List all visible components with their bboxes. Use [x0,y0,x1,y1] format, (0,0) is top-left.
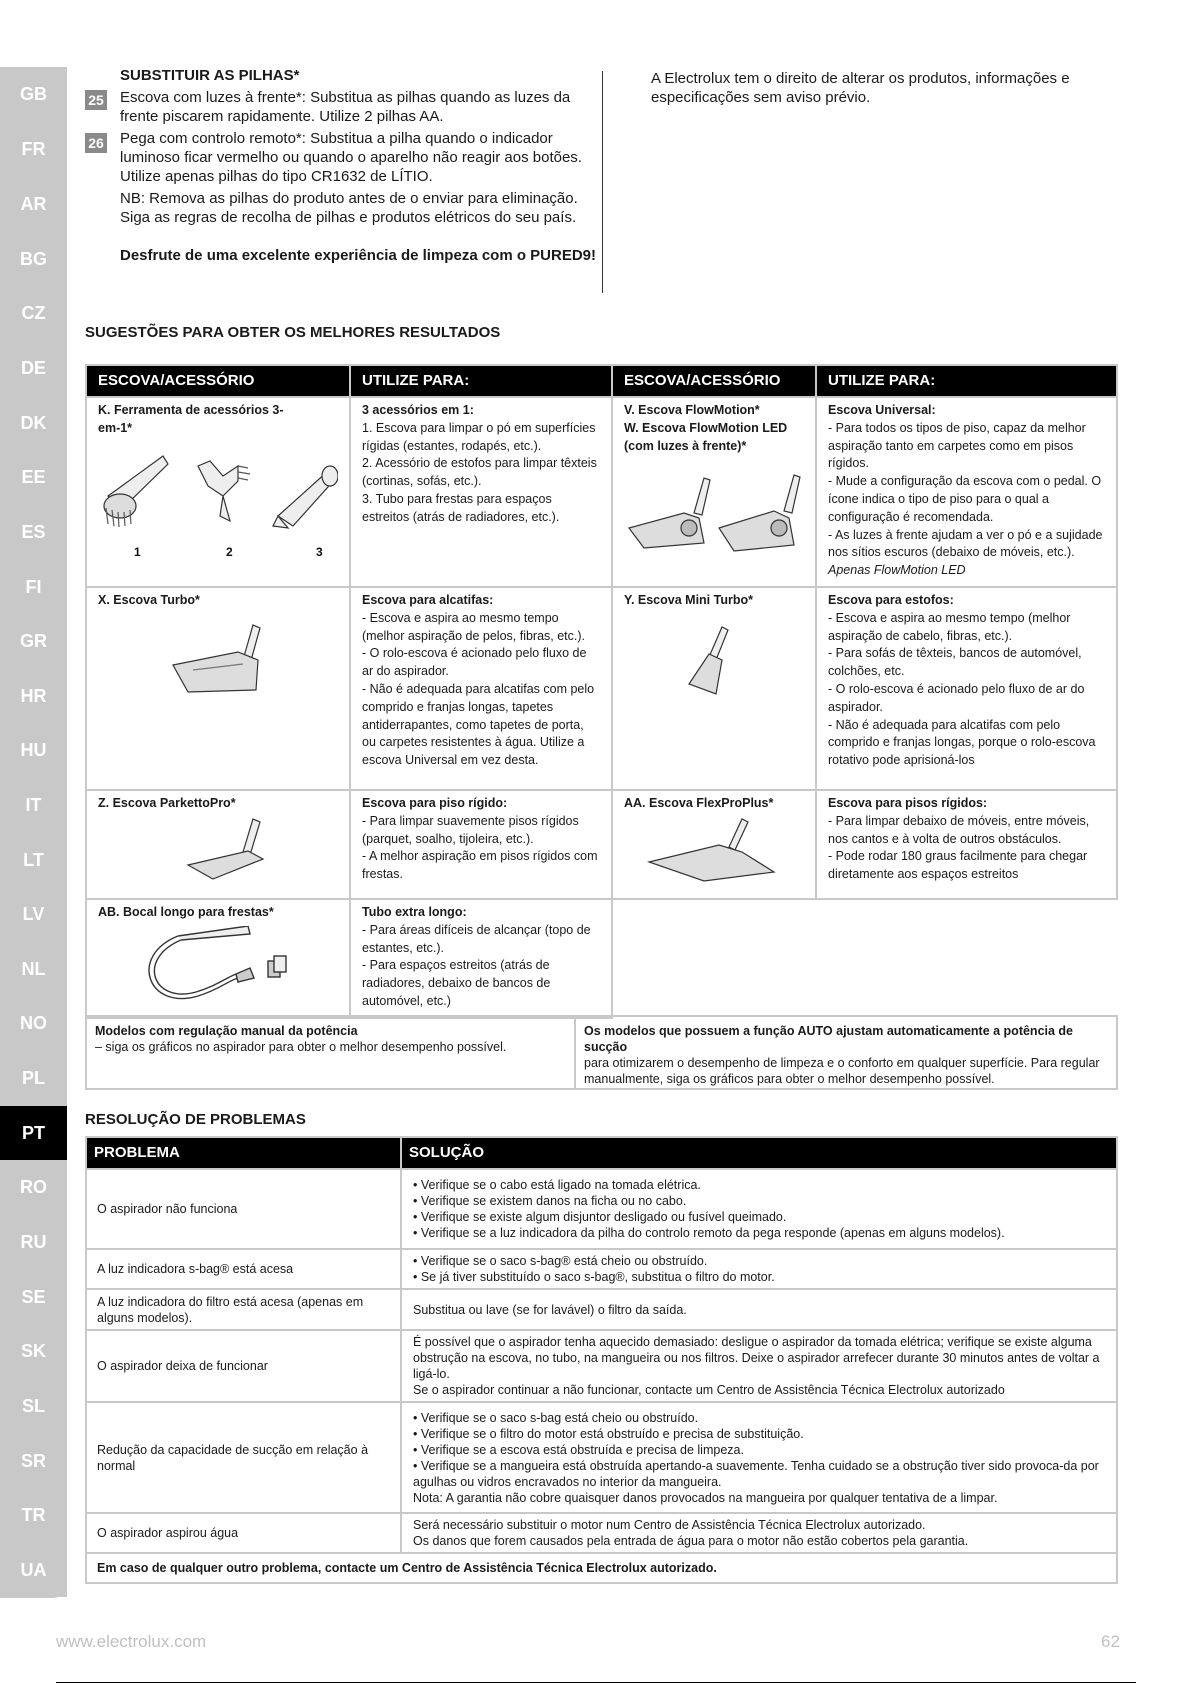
y-use-line: - Para sofás de têxteis, bancos de automóvel, colchões, etc. [828,646,1082,679]
language-tab-lt[interactable]: LT [0,833,67,887]
x-turbo-illustration [98,620,338,700]
k-cell [86,397,350,587]
language-tab-ee[interactable]: EE [0,450,67,504]
language-tab-cz[interactable]: CZ [0,286,67,340]
table-row [86,899,1117,1018]
k-tool-illustration [98,446,338,566]
language-tab-fi[interactable]: FI [0,560,67,614]
problem-cell: A luz indicadora do filtro está acesa (apenas em alguns modelos). [86,1289,401,1330]
y-name: Y. Escova Mini Turbo* [624,592,753,607]
language-tab-ua[interactable]: UA [0,1543,67,1597]
header-use-2: UTILIZE PARA: [816,365,1117,397]
language-tab-sr[interactable]: SR [0,1434,67,1488]
page-number: 62 [1101,1632,1120,1651]
language-tab-ru[interactable]: RU [0,1215,67,1269]
aa-name: AA. Escova FlexProPlus* [624,795,774,810]
language-tab-bg[interactable]: BG [0,232,67,286]
solution-line: • Verifique se o filtro do motor está obstruído e precisa de substituição. [413,1426,804,1441]
language-tab-de[interactable]: DE [0,341,67,395]
ab-crevice-illustration [98,926,338,1002]
tips-header-row [86,365,1117,397]
language-tab-sl[interactable]: SL [0,1379,67,1433]
solution-cell [401,1513,1117,1553]
troubleshooting-footer: Em caso de qualquer outro problema, contacte um Centro de Assistência Técnica Electrolux autorizado. [86,1553,1117,1583]
header-accessory-1: ESCOVA/ACESSÓRIO [86,365,350,397]
solution-line: Os danos que forem causados pela entrada de água para o motor não estão cobertos pela garantia. [413,1534,969,1548]
troubleshooting-table [85,1136,1118,1584]
problem-cell: Redução da capacidade de sucção em relação à normal [86,1402,401,1513]
language-tab-gb[interactable]: GB [0,67,67,121]
solution-cell [401,1169,1117,1249]
language-tab-sk[interactable]: SK [0,1324,67,1378]
z-parketto-illustration [98,817,338,885]
solution-line: • Verifique se o cabo está ligado na tomada elétrica. [413,1178,701,1192]
solution-line: • Verifique se o saco s-bag® está cheio ou obstruído. [413,1254,708,1268]
k-name: K. Ferramenta de acessórios 3-em-1* [98,403,284,435]
k-label-1: 1 [134,544,141,559]
battery-note: NB: Remova as pilhas do produto antes de o enviar para eliminação. Siga as regras de recolha de pilhas e produtos elétricos do seu país. [120,190,578,226]
language-tab-gr[interactable]: GR [0,614,67,668]
language-tab-lv[interactable]: LV [0,887,67,941]
language-tab-hr[interactable]: HR [0,669,67,723]
ab-use-line: - Para espaços estreitos (atrás de radiadores, debaixo de bancos de automóvel, etc.) [362,958,551,1008]
language-tab-es[interactable]: ES [0,505,67,559]
batteries-title: SUBSTITUIR AS PILHAS* [120,67,300,84]
manual-power-text: – siga os gráficos no aspirador para obter o melhor desempenho possível. [95,1040,507,1054]
language-tab-no[interactable]: NO [0,996,67,1050]
table-row [86,1249,1117,1289]
vw-brush-illustration [624,473,804,553]
column-divider [602,71,603,293]
problem-cell: O aspirador aspirou água [86,1513,401,1553]
vw-use-line: - Mude a configuração da escova com o pedal. O ícone indica o tipo de piso para o qual a configuração é recomendada. [828,474,1102,524]
ab-use-title: Tubo extra longo: [362,904,467,919]
item-25-badge: 25 [85,90,107,110]
z-name: Z. Escova ParkettoPro* [98,795,236,810]
solution-cell [401,1402,1117,1513]
troubleshooting-title: RESOLUÇÃO DE PROBLEMAS [85,1111,306,1128]
item-26-badge: 26 [85,133,107,153]
problem-cell: O aspirador não funciona [86,1169,401,1249]
language-tab-ro[interactable]: RO [0,1160,67,1214]
troubleshooting-header-row [86,1137,1117,1169]
k-use-line: 1. Escova para limpar o pó em superfícies rígidas (estantes, rodapés, etc.). [362,420,596,453]
y-cell [612,587,816,790]
empty-cell [612,899,816,1018]
auto-power-title: Os modelos que possuem a função AUTO ajustam automaticamente a potência de sucção [584,1024,1074,1054]
empty-cell [816,899,1117,1018]
solution-line: • Verifique se existem danos na ficha ou no cabo. [413,1194,687,1208]
header-problem: PROBLEMA [86,1137,401,1169]
table-row [86,1289,1117,1330]
x-cell [86,587,350,790]
vw-use-cell [816,397,1117,587]
aa-cell [612,790,816,899]
ab-use-line: - Para áreas difíceis de alcançar (topo de estantes, etc.). [362,922,591,955]
solution-line: • Verifique se o saco s-bag está cheio ou obstruído. [413,1410,699,1425]
y-use-line: - Não é adequada para alcatifas com pelo comprido e franjas longas, porque o rolo-escova rotativo pode aprisioná-los [828,717,1096,768]
x-use-line: - Escova e aspira ao mesmo tempo (melhor aspiração de pelos, fibras, etc.). [362,610,586,643]
table-row [86,1513,1117,1553]
z-use-cell [350,790,612,899]
auto-power-note [576,1017,1116,1088]
table-row [86,1330,1117,1402]
language-tab-dk[interactable]: DK [0,396,67,450]
language-tab-nl[interactable]: NL [0,942,67,996]
table-row [86,1553,1117,1583]
aa-use-cell [816,790,1117,899]
ab-use-cell [350,899,612,1018]
header-use-1: UTILIZE PARA: [350,365,612,397]
aa-flexpro-illustration [624,817,804,885]
batteries-section [120,66,600,265]
auto-power-text: para otimizarem o desempenho de limpeza e o conforto em qualquer superfície. Para regular manualmente, siga os gráficos para obter o melhor desempenho possível. [584,1056,1100,1086]
language-tab-hu[interactable]: HU [0,723,67,777]
z-use-title: Escova para piso rígido: [362,795,508,810]
manual-power-note [87,1017,576,1088]
solution-line: • Se já tiver substituído o saco s-bag®, substitua o filtro do motor. [413,1270,775,1284]
problem-cell: A luz indicadora s-bag® está acesa [86,1249,401,1289]
y-use-line: - O rolo-escova é acionado pelo fluxo de ar do aspirador. [828,681,1085,714]
bottom-rule [56,1682,1136,1683]
solution-cell [401,1289,1117,1330]
solution-line: Substitua ou lave (se for lavável) o filtro da saída. [413,1302,687,1317]
solution-line: • Verifique se existe algum disjuntor desligado ou fusível queimado. [413,1210,787,1224]
solution-line: Se o aspirador continuar a não funcionar, contacte um Centro de Assistência Técnica Electrolux autorizado [413,1383,1005,1397]
language-tab-se[interactable]: SE [0,1270,67,1324]
item-25-text: Escova com luzes à frente*: Substitua as pilhas quando as luzes da frente piscarem rapidamente. Utilize 2 pilhas AA. [120,89,571,125]
k-use-line: 2. Acessório de estofos para limpar têxteis (cortinas, sofás, etc.). [362,456,597,489]
solution-line: Nota: A garantia não cobre quaisquer danos provocados na mangueira por qualquer tentativa de a limpar. [413,1490,998,1505]
solution-line: É possível que o aspirador tenha aquecido demasiado: desligue o aspirador da tomada elétrica; verifique se existe alguma obstrução na escova, no tubo, na mangueira ou nos filtros. Deixe o aspirador arrefecer durante 30 minutos antes de voltar a ligá-lo. [413,1335,1100,1381]
vw-use-italic: Apenas FlowMotion LED [828,563,966,578]
table-row [86,1169,1117,1249]
x-use-title: Escova para alcatifas: [362,592,494,607]
language-tab-tr[interactable]: TR [0,1488,67,1542]
k-use-title: 3 acessórios em 1: [362,403,474,417]
header-solution: SOLUÇÃO [401,1137,1117,1169]
manual-power-title: Modelos com regulação manual da potência [95,1024,358,1038]
language-tab-pl[interactable]: PL [0,1051,67,1105]
z-use-line: - A melhor aspiração em pisos rígidos com frestas. [362,849,598,882]
k-use-cell [350,397,612,587]
tips-table [85,364,1118,1019]
y-use-line: - Escova e aspira ao mesmo tempo (melhor aspiração de cabelo, fibras, etc.). [828,610,1071,643]
table-row [86,397,1117,587]
aa-use-title: Escova para pisos rígidos: [828,795,988,810]
solution-line: • Verifique se a luz indicadora da pilha do controlo remoto da pega responde (apenas em alguns modelos). [413,1226,1005,1240]
y-use-cell [816,587,1117,790]
item-26-text: Pega com controlo remoto*: Substitua a pilha quando o indicador luminoso ficar vermelho ou quando o aparelho não reagir aos botões. Utilize apenas pilhas do tipo CR1632 de LÍTIO. [120,130,582,185]
vw-use-title: Escova Universal: [828,403,936,417]
z-cell [86,790,350,899]
v-name: V. Escova FlowMotion* [624,403,760,417]
solution-cell [401,1330,1117,1402]
solution-line: • Verifique se a mangueira está obstruída apertando-a suavemente. Tenha cuidado se a obstrução tiver sido provoca-da por agulhas ou vidros encravados no interior da mangueira. [413,1458,1099,1489]
table-row [86,587,1117,790]
header-accessory-2: ESCOVA/ACESSÓRIO [612,365,816,397]
power-regulation-box [85,1015,1118,1090]
vw-use-line: - Para todos os tipos de piso, capaz da melhor aspiração tanto em carpetes como em pisos rígidos. [828,420,1086,471]
solution-cell [401,1249,1117,1289]
solution-line: • Verifique se a escova está obstruída e precisa de limpeza. [413,1442,744,1457]
solution-line: Será necessário substituir o motor num Centro de Assistência Técnica Electrolux autorizado. [413,1518,926,1532]
z-use-line: - Para limpar suavemente pisos rígidos (parquet, soalho, tijoleira, etc.). [362,813,579,846]
aa-use-line: - Pode rodar 180 graus facilmente para chegar diretamente aos espaços estreitos [828,849,1088,882]
x-name: X. Escova Turbo* [98,592,200,607]
disclaimer: A Electrolux tem o direito de alterar os produtos, informações e especificações sem aviso prévio. [651,70,1070,106]
language-tab-ar[interactable]: AR [0,177,67,231]
language-tab-it[interactable]: IT [0,778,67,832]
y-mini-turbo-illustration [624,622,804,702]
problem-cell: O aspirador deixa de funcionar [86,1330,401,1402]
table-row [86,790,1117,899]
footer-url[interactable]: www.electrolux.com [56,1632,207,1651]
ab-cell [86,899,350,1018]
w-name: W. Escova FlowMotion LED (com luzes à frente)* [624,420,788,453]
k-use-line: 3. Tubo para frestas para espaços estreitos (atrás de radiadores, etc.). [362,491,560,524]
k-label-3: 3 [316,544,323,559]
table-row [86,1402,1117,1513]
enjoy-text: Desfrute de uma excelente experiência de limpeza com o PURED9! [120,247,597,264]
k-label-2: 2 [226,544,233,559]
language-tab-fr[interactable]: FR [0,122,67,176]
x-use-cell [350,587,612,790]
y-use-title: Escova para estofos: [828,592,954,607]
tips-title: SUGESTÕES PARA OBTER OS MELHORES RESULTADOS [85,324,501,341]
x-use-line: - O rolo-escova é acionado pelo fluxo de ar do aspirador. [362,646,587,679]
aa-use-line: - Para limpar debaixo de móveis, entre móveis, nos cantos e à volta de outros obstáculos. [828,813,1090,846]
vw-use-line: - As luzes à frente ajudam a ver o pó e a sujidade nos sítios escuros (debaixo de móveis, etc.). [828,527,1103,560]
x-use-line: - Não é adequada para alcatifas com pelo comprido e franjas longas, tapetes antiderrapantes, como tapetes de porta, ou carpetes resistentes à água. Utilize a escova Universal em vez desta. [362,681,595,768]
ab-name: AB. Bocal longo para frestas* [98,904,274,919]
vw-cell [612,397,816,587]
language-tab-pt[interactable]: PT [0,1106,67,1160]
